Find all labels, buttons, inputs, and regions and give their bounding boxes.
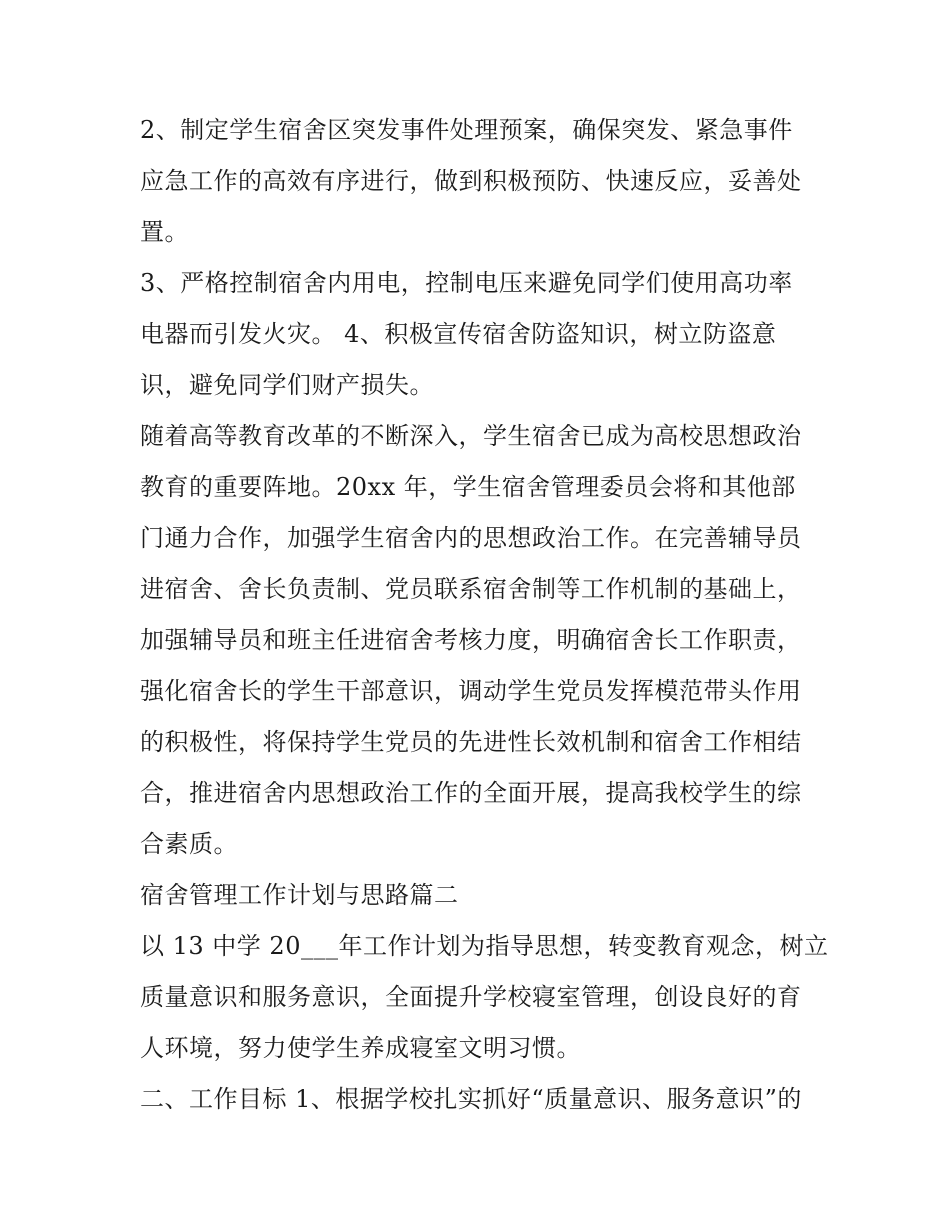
- text-line: 合素质。: [140, 830, 238, 858]
- text-line: 合，推进宿舍内思想政治工作的全面开展，提高我校学生的综: [140, 779, 802, 807]
- text-line: 随着高等教育改革的不断深入，学生宿舍已成为高校思想政治: [140, 422, 802, 450]
- text-line: 二、工作目标 1、根据学校扎实抓好“质量意识、服务意识”的: [140, 1085, 802, 1113]
- text-line: 的积极性，将保持学生党员的先进性长效机制和宿舍工作相结: [140, 728, 802, 756]
- text-line: 应急工作的高效有序进行，做到积极预防、快速反应，妥善处: [140, 167, 802, 195]
- text-line: 进宿舍、舍长负责制、党员联系宿舍制等工作机制的基础上，: [140, 575, 802, 603]
- text-line: 门通力合作，加强学生宿舍内的思想政治工作。在完善辅导员: [140, 524, 802, 552]
- text-line: 加强辅导员和班主任进宿舍考核力度，明确宿舍长工作职责，: [140, 626, 802, 654]
- text-line: 强化宿舍长的学生干部意识，调动学生党员发挥模范带头作用: [140, 677, 802, 705]
- text-line: 人环境，努力使学生养成寝室文明习惯。: [140, 1034, 581, 1062]
- text-line: 识，避免同学们财产损失。: [140, 371, 434, 399]
- text-line: 教育的重要阵地。20xx 年，学生宿舍管理委员会将和其他部: [140, 473, 796, 501]
- section-heading: 宿舍管理工作计划与思路篇二: [140, 881, 459, 909]
- text-line: 2、制定学生宿舍区突发事件处理预案，确保突发、紧急事件: [140, 116, 793, 144]
- text-line: 置。: [140, 218, 189, 246]
- text-line: 以 13 中学 20___年工作计划为指导思想，转变教育观念，树立: [140, 932, 829, 960]
- text-line: 3、严格控制宿舍内用电，控制电压来避免同学们使用高功率: [140, 269, 793, 297]
- text-line: 电器而引发火灾。 4、积极宣传宿舍防盗知识，树立防盗意: [140, 320, 777, 348]
- text-line: 质量意识和服务意识，全面提升学校寝室管理，创设良好的育: [140, 983, 802, 1011]
